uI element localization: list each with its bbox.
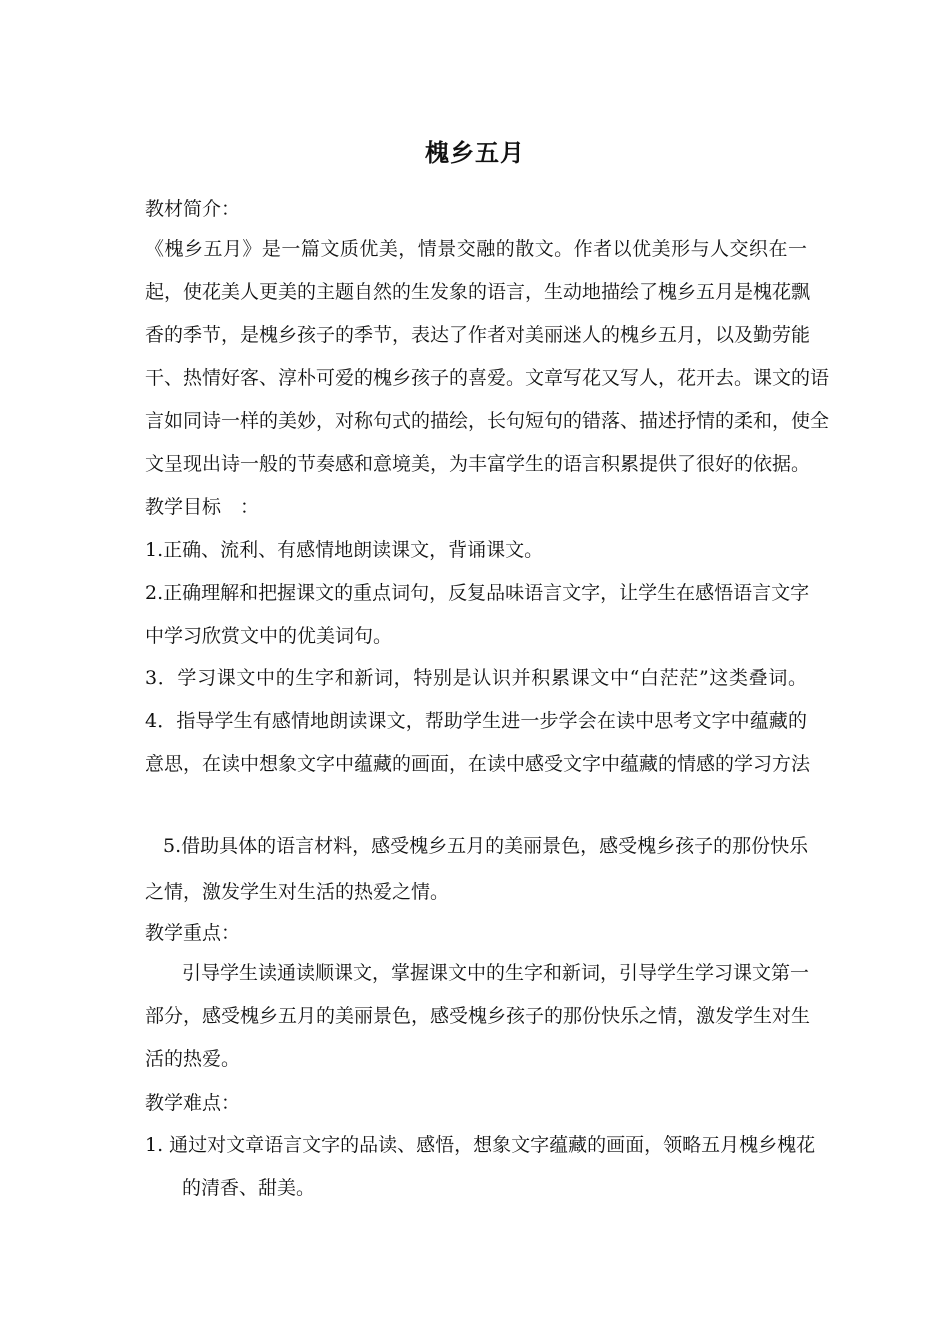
goals-heading: 教学目标 ： bbox=[145, 496, 260, 518]
intro-line: 文呈现出诗一般的节奏感和意境美，为丰富学生的语言积累提供了很好的依据。 bbox=[145, 453, 811, 475]
intro-line: 言如同诗一样的美妙，对称句式的描绘，长句短句的错落、描述抒情的柔和，使全 bbox=[145, 410, 830, 432]
difficulty-line: 1. 通过对文章语言文字的品读、感悟，想象文字蕴藏的画面，领略五月槐乡槐花 bbox=[145, 1134, 816, 1156]
intro-line: 《槐乡五月》是一篇文质优美，情景交融的散文。作者以优美形与人交织在一 bbox=[145, 238, 807, 260]
intro-heading: 教材简介： bbox=[145, 198, 241, 220]
goal-line: 1.正确、流利、有感情地朗读课文，背诵课文。 bbox=[145, 539, 544, 561]
goal-line: 意思，在读中想象文字中蕴藏的画面，在读中感受文字中蕴藏的情感的学习方法 bbox=[145, 753, 811, 775]
goal-line: 3．学习课文中的生字和新词，特别是认识并积累课文中“白茫茫”这类叠词。 bbox=[145, 667, 807, 689]
key-line: 引导学生读通读顺课文，掌握课文中的生字和新词，引导学生学习课文第一 bbox=[182, 962, 810, 984]
goal-line: 中学习欣赏文中的优美词句。 bbox=[145, 625, 393, 647]
key-line: 部分，感受槐乡五月的美丽景色，感受槐乡孩子的那份快乐之情，激发学生对生 bbox=[145, 1005, 811, 1027]
difficulty-heading: 教学难点： bbox=[145, 1092, 241, 1114]
goal-line: 5.借助具体的语言材料，感受槐乡五月的美丽景色，感受槐乡孩子的那份快乐 bbox=[163, 835, 809, 857]
goal-line: 2.正确理解和把握课文的重点词句，反复品味语言文字，让学生在感悟语言文字 bbox=[145, 582, 810, 604]
difficulty-line: 的清香、甜美。 bbox=[182, 1177, 316, 1199]
intro-line: 起，使花美人更美的主题自然的生发象的语言，生动地描绘了槐乡五月是槐花飘 bbox=[145, 281, 811, 303]
document-title: 槐乡五月 bbox=[425, 139, 525, 167]
intro-line: 香的季节，是槐乡孩子的季节，表达了作者对美丽迷人的槐乡五月，以及勤劳能 bbox=[145, 324, 811, 346]
key-line: 活的热爱。 bbox=[145, 1048, 241, 1070]
goal-line: 之情，激发学生对生活的热爱之情。 bbox=[145, 881, 450, 903]
key-heading: 教学重点： bbox=[145, 922, 241, 944]
goal-line: 4．指导学生有感情地朗读课文，帮助学生进一步学会在读中思考文字中蕴藏的 bbox=[145, 710, 807, 732]
intro-line: 干、热情好客、淳朴可爱的槐乡孩子的喜爱。文章写花又写人，花开去。课文的语 bbox=[145, 367, 830, 389]
